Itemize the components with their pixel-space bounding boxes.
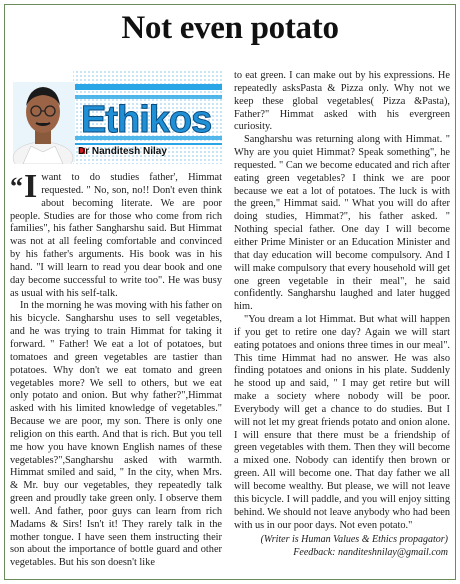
author-portrait <box>13 82 75 164</box>
open-quote-icon: “ <box>10 172 23 201</box>
headline: Not even potato <box>121 10 339 46</box>
paragraph: to eat green. I can make out by his expressions. He repeatedly asksPasta & Pizza only. Why not we keep these global vegetables( Pizza &Pasta), Father?" Himmat asked with his evergreen curiosity. <box>234 70 450 133</box>
author-note <box>248 534 448 559</box>
paragraph: "You dream a lot Himmat. But what will happen if you get to retire one day? Again we will start eating potatoes and onions three times in our meal". This time Himmat had no answer. He was also finding potatoes and onions in his plate. Suddenly he stood up and said, " I may get retire but will make a society where nobody will be poor. Everybody will get a chance to do studies. But I will not let my great friends potato and onion alone. I will ensure that there must be a friendship of green vegetables with them. Then they will become a mixed one. Nobody can identify then brown or green. All will become one. That day father we all will become wealthy. But please, we will not leave this bicycle. I will paddle, and you will enjoy sitting behind. We should not leave anybody who had been with us in our poor days. Not even potato." <box>234 314 450 531</box>
column-title: Ethikos <box>81 99 212 141</box>
left-column <box>10 168 222 570</box>
attribution: (Writer is Human Values & Ethics propagator) <box>260 534 448 545</box>
paragraph: In the morning he was moving with his father on his bicycle. Sangharshu uses to sell vegetables, and he was trying to train Himmat for taking it forward. " Father! We eat a lot of potatoes, but tomatoes and green vegetables are tastier than potatoes. Why don't we eat tomato and green vegetables more? We sell to others, but we eat only potato and onion. But why father?",Himmat asked with his limited knowledge of vegetables." Because we are poor, my son. There is only one religion on this earth. And that is rich. But you tell me how you have known English names of these vegetables?",Sangharshu asked with warmth. Himmat smiled and said, " In the city, when Mrs. & Mr. buy our vegetables, they repeatedly talk green and proudly take green only. I observe them well. And father, poor guys can learn from rich Madams & Sirs! Isn't it! They rarely talk in the mother tongue. I have seen them instructing their son about the importance of bottle guard and other vegetables. But his son doesn't like <box>10 300 222 569</box>
paragraph: “I want to do studies father', Himmat requested. " No, son, no!! Don't even think about becoming literate. We are poor people. Studies are for those who come from rich families", his father Sangharshu said. But Himmat was not at all feeling comfortable and convinced by his father's arguments. His book was in his hand. "I will learn to read you dear book and one day become successful to write too". He was busy as usual with his self-talk. <box>10 168 222 299</box>
paragraph: Sangharshu was returning along with Himmat. " Why are you quiet Himmat? Speak something", he requested. " Can we become educated and rich after eating green vegetables? I think we are poor because we eat a lot of potatoes. The luck is with the green," Himmat said. " What you will do after doing studies, Himmat?", his father asked. " Nothing special father. One day I will become either Prime Minister or an Education Minister and that day education will become compulsory. And I will make compulsory that every household will get one green vegetable in their meal", he said confidently. Sangharshu laughed and later hugged him. <box>234 134 450 313</box>
feedback-email[interactable]: Feedback: nanditeshnilay@gmail.com <box>293 546 448 558</box>
byline: Dr Nanditesh Nilay <box>78 146 167 157</box>
right-column <box>234 70 450 532</box>
drop-cap: “I <box>10 168 38 205</box>
